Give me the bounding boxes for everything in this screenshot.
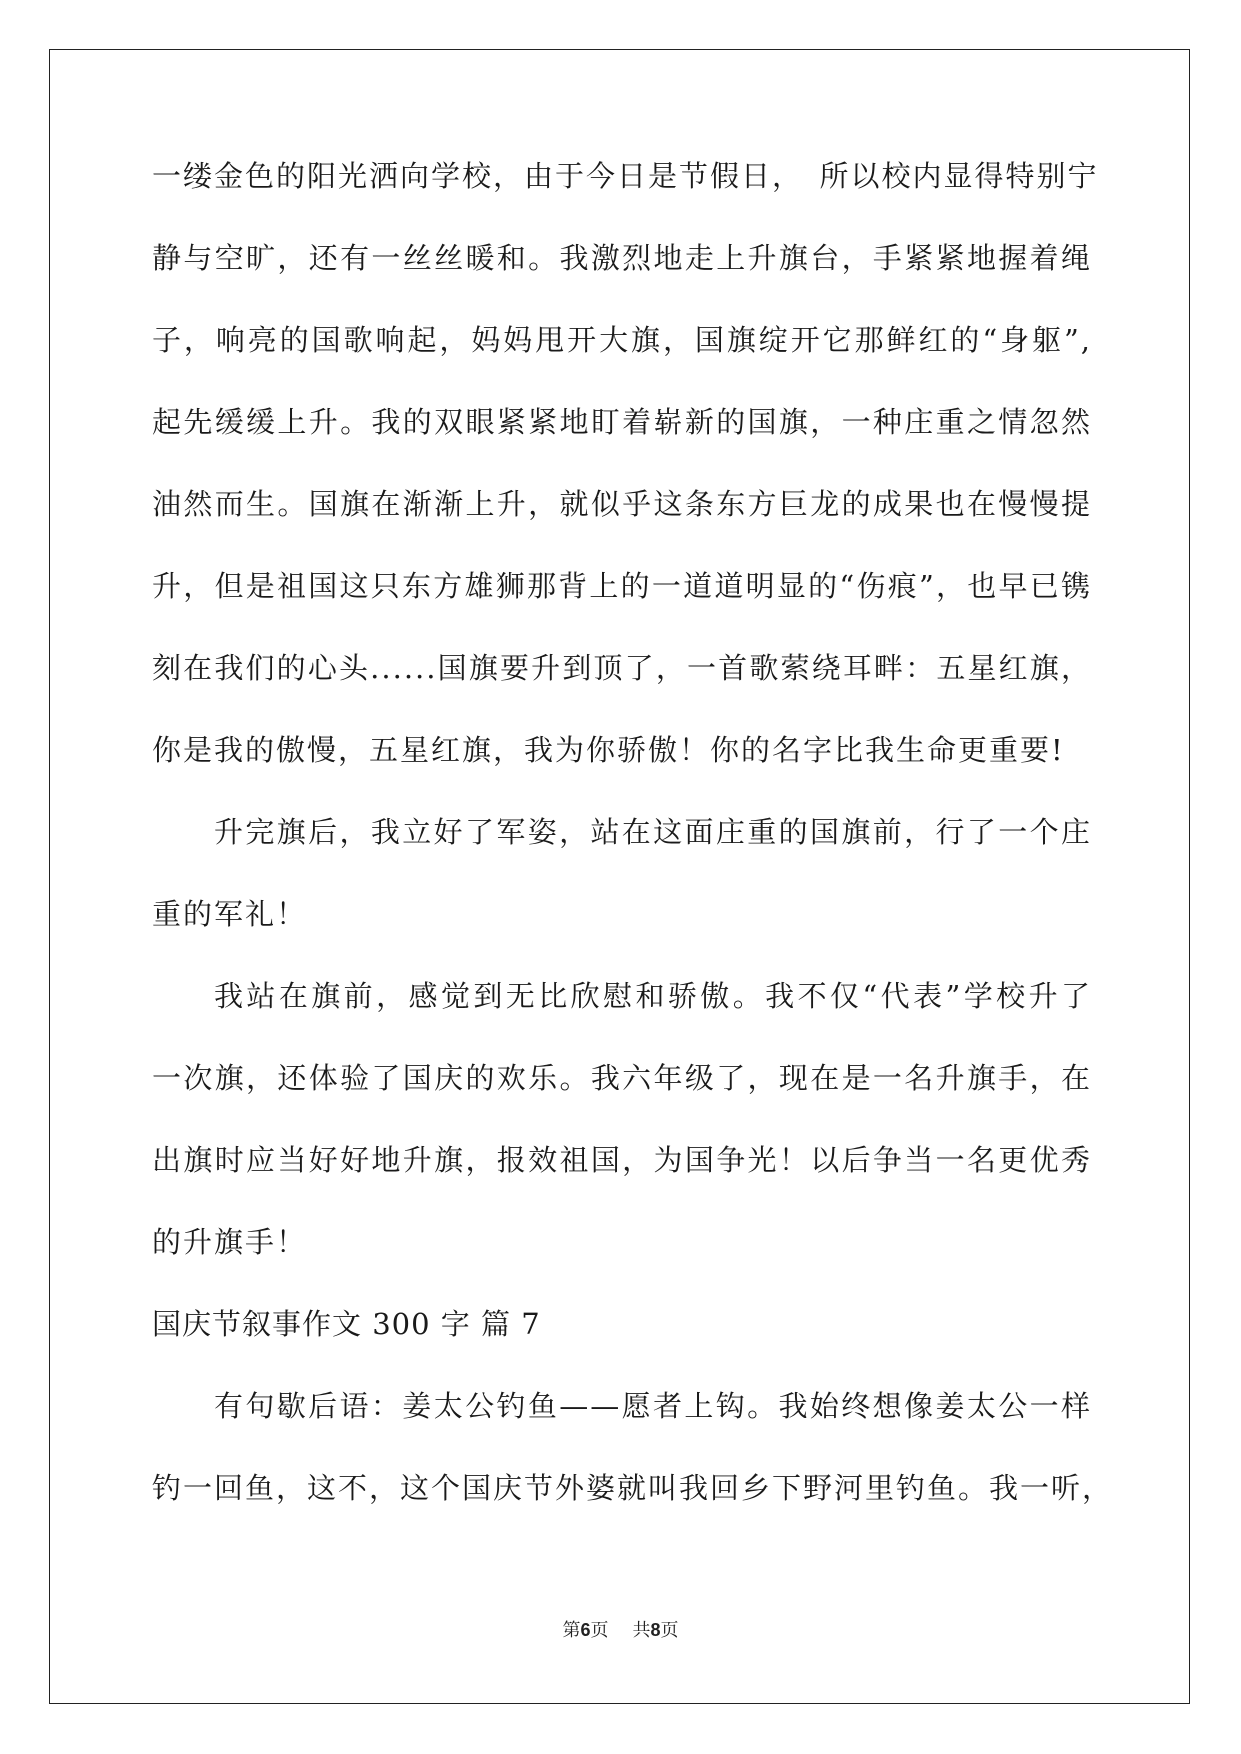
page-current-number: 6 (580, 1620, 591, 1640)
text-line: 的升旗手！ (152, 1225, 308, 1259)
text-line: 静与空旷，还有一丝丝暖和。我激烈地走上升旗台，手紧紧地握着绳 (152, 241, 1092, 275)
text-line: 起先缓缓上升。我的双眼紧紧地盯着崭新的国旗，一种庄重之情忽然 (152, 405, 1092, 439)
text-line: 你是我的傲慢，五星红旗，我为你骄傲！你的名字比我生命更重要! (152, 733, 1065, 767)
text-line: 钓一回鱼，这不，这个国庆节外婆就叫我回乡下野河里钓鱼。我一听， (152, 1471, 1114, 1505)
paragraph-first-line: 有句歇后语：姜太公钓鱼——愿者上钩。我始终想像姜太公一样 (214, 1389, 1092, 1423)
page-footer (0, 1616, 1241, 1642)
page-prefix: 第 (562, 1620, 581, 1641)
text-line: 子，响亮的国歌响起，妈妈甩开大旗，国旗绽开它那鲜红的“身躯”, (152, 323, 1092, 357)
document-body (152, 158, 1114, 1552)
text-line: 重的军礼！ (152, 897, 308, 931)
paragraph-first-line: 我站在旗前，感觉到无比欣慰和骄傲。我不仅“代表”学校升了 (214, 979, 1092, 1013)
section-heading: 国庆节叙事作文 300 字 篇 7 (152, 1307, 541, 1341)
paragraph-first-line: 升完旗后，我立好了军姿，站在这面庄重的国旗前，行了一个庄 (214, 815, 1092, 849)
text-line: 油然而生。国旗在渐渐上升，就似乎这条东方巨龙的成果也在慢慢提 (152, 487, 1092, 521)
text-line: 刻在我们的心头......国旗要升到顶了，一首歌萦绕耳畔：五星红旗， (152, 651, 1092, 685)
page-total-number: 8 (650, 1620, 661, 1640)
page-suffix: 页 (590, 1620, 609, 1641)
text-line: 一缕金色的阳光洒向学校，由于今日是节假日， 所以校内显得特别宁 (152, 159, 1099, 193)
text-line: 升，但是祖国这只东方雄狮那背上的一道道明显的“伤痕”，也早已镌 (152, 569, 1092, 603)
text-line: 出旗时应当好好地升旗，报效祖国，为国争光！以后争当一名更优秀 (152, 1143, 1092, 1177)
total-suffix: 页 (660, 1620, 679, 1641)
text-line: 一次旗，还体验了国庆的欢乐。我六年级了，现在是一名升旗手，在 (152, 1061, 1092, 1095)
total-prefix: 共 (632, 1620, 651, 1641)
